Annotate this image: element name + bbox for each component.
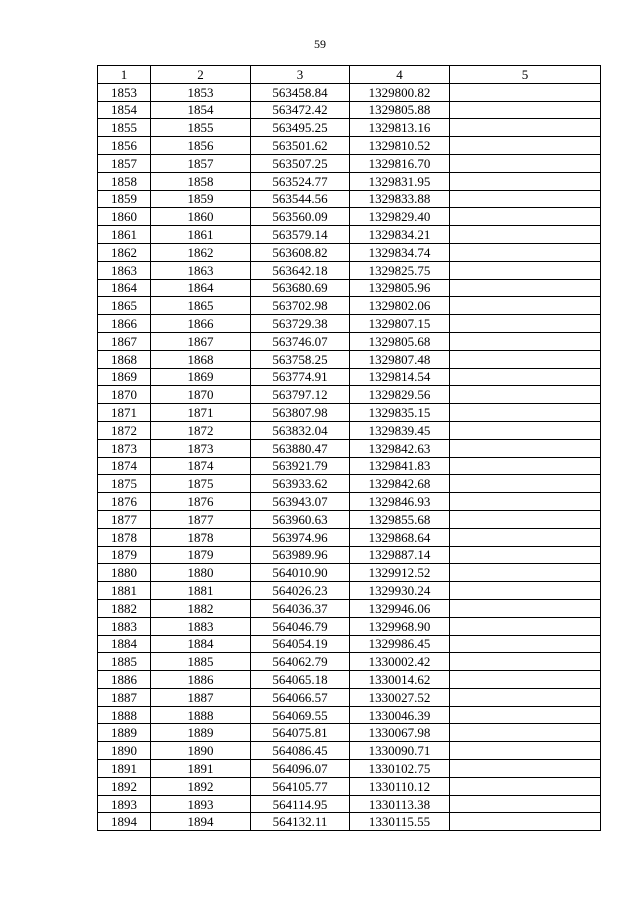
table-cell: 1329834.21	[350, 226, 450, 244]
table-cell: 1329842.63	[350, 439, 450, 457]
table-cell: 1855	[98, 119, 151, 137]
table-cell: 1866	[98, 315, 151, 333]
table-cell: 1330002.42	[350, 653, 450, 671]
table-row	[98, 653, 601, 671]
table-row	[98, 510, 601, 528]
table-cell: 1329841.83	[350, 457, 450, 475]
table-cell: 1329805.88	[350, 101, 450, 119]
table-cell: 1853	[151, 83, 251, 101]
table-cell	[450, 582, 601, 600]
table-row	[98, 688, 601, 706]
table-cell	[450, 350, 601, 368]
table-row	[98, 137, 601, 155]
table-cell	[450, 493, 601, 511]
table-cell: 563933.62	[251, 475, 350, 493]
table-cell: 1329835.15	[350, 404, 450, 422]
table-cell: 1865	[98, 297, 151, 315]
table-cell	[450, 208, 601, 226]
table-cell: 1890	[98, 742, 151, 760]
coordinates-table	[97, 65, 601, 831]
table-cell	[450, 421, 601, 439]
table-row	[98, 671, 601, 689]
table-cell: 1329846.93	[350, 493, 450, 511]
table-cell: 563524.77	[251, 172, 350, 190]
table-cell: 1861	[98, 226, 151, 244]
table-cell: 1893	[151, 795, 251, 813]
table-cell	[450, 706, 601, 724]
table-cell: 1329816.70	[350, 154, 450, 172]
table-row	[98, 493, 601, 511]
table-row	[98, 475, 601, 493]
table-cell: 564054.19	[251, 635, 350, 653]
table-cell	[450, 386, 601, 404]
table-cell: 1330014.62	[350, 671, 450, 689]
table-cell: 1889	[98, 724, 151, 742]
table-cell: 1884	[98, 635, 151, 653]
table-cell	[450, 154, 601, 172]
table-cell: 1869	[151, 368, 251, 386]
column-header: 3	[251, 66, 350, 84]
table-cell: 564066.57	[251, 688, 350, 706]
table-cell: 1878	[98, 528, 151, 546]
table-cell: 1863	[151, 261, 251, 279]
table-cell	[450, 742, 601, 760]
table-cell	[450, 332, 601, 350]
table-cell: 1330027.52	[350, 688, 450, 706]
table-row	[98, 724, 601, 742]
table-cell	[450, 261, 601, 279]
table-cell: 1854	[98, 101, 151, 119]
table-cell	[450, 795, 601, 813]
table-row	[98, 404, 601, 422]
table-cell: 1891	[98, 760, 151, 778]
table-cell: 1866	[151, 315, 251, 333]
table-cell	[450, 617, 601, 635]
table-cell: 1883	[151, 617, 251, 635]
table-cell: 1870	[151, 386, 251, 404]
table-cell	[450, 688, 601, 706]
table-cell: 1887	[98, 688, 151, 706]
table-cell: 563807.98	[251, 404, 350, 422]
table-cell	[450, 653, 601, 671]
table-cell: 1885	[151, 653, 251, 671]
table-cell: 1329968.90	[350, 617, 450, 635]
table-row	[98, 813, 601, 831]
table-cell: 564132.11	[251, 813, 350, 831]
table-cell: 1868	[98, 350, 151, 368]
table-cell: 563989.96	[251, 546, 350, 564]
table-cell	[450, 546, 601, 564]
table-row	[98, 617, 601, 635]
table-row	[98, 742, 601, 760]
table-row	[98, 154, 601, 172]
table-cell: 563774.91	[251, 368, 350, 386]
table-cell: 1330102.75	[350, 760, 450, 778]
table-cell	[450, 564, 601, 582]
table-cell: 1329839.45	[350, 421, 450, 439]
table-cell: 1875	[98, 475, 151, 493]
table-cell: 1880	[98, 564, 151, 582]
table-cell: 1860	[98, 208, 151, 226]
table-cell: 563472.42	[251, 101, 350, 119]
table-cell: 563960.63	[251, 510, 350, 528]
table-cell: 1329842.68	[350, 475, 450, 493]
table-row	[98, 706, 601, 724]
table-cell: 1881	[98, 582, 151, 600]
table-cell: 1329805.68	[350, 332, 450, 350]
table-cell: 563501.62	[251, 137, 350, 155]
table-cell: 563729.38	[251, 315, 350, 333]
table-row	[98, 315, 601, 333]
table-cell: 1888	[98, 706, 151, 724]
table-cell: 1859	[98, 190, 151, 208]
table-cell	[450, 635, 601, 653]
table-cell: 1877	[151, 510, 251, 528]
column-header: 4	[350, 66, 450, 84]
table-cell: 563746.07	[251, 332, 350, 350]
table-cell: 564114.95	[251, 795, 350, 813]
table-row	[98, 350, 601, 368]
table-cell: 1872	[151, 421, 251, 439]
table-row	[98, 297, 601, 315]
table-row	[98, 439, 601, 457]
table-row	[98, 599, 601, 617]
table-cell: 1882	[151, 599, 251, 617]
table-row	[98, 795, 601, 813]
table-cell: 564036.37	[251, 599, 350, 617]
table-cell: 1865	[151, 297, 251, 315]
table-cell	[450, 404, 601, 422]
table-cell	[450, 137, 601, 155]
table-cell: 1329833.88	[350, 190, 450, 208]
table-cell: 564065.18	[251, 671, 350, 689]
table-cell: 1871	[98, 404, 151, 422]
table-row	[98, 368, 601, 386]
table-row	[98, 208, 601, 226]
table-cell	[450, 777, 601, 795]
table-cell: 1329807.48	[350, 350, 450, 368]
table-cell: 1867	[151, 332, 251, 350]
table-row	[98, 564, 601, 582]
table-cell: 1329887.14	[350, 546, 450, 564]
table-row	[98, 635, 601, 653]
table-cell	[450, 528, 601, 546]
table-cell: 564010.90	[251, 564, 350, 582]
table-cell	[450, 190, 601, 208]
table-cell	[450, 671, 601, 689]
table-cell: 1886	[151, 671, 251, 689]
table-cell: 563642.18	[251, 261, 350, 279]
table-cell: 563495.25	[251, 119, 350, 137]
table-cell: 1330067.98	[350, 724, 450, 742]
table-cell: 1863	[98, 261, 151, 279]
table-cell	[450, 172, 601, 190]
table-cell: 564062.79	[251, 653, 350, 671]
table-cell: 1857	[151, 154, 251, 172]
table-row	[98, 279, 601, 297]
table-cell: 1860	[151, 208, 251, 226]
table-row	[98, 261, 601, 279]
table-row	[98, 226, 601, 244]
table-row	[98, 332, 601, 350]
table-cell: 1858	[98, 172, 151, 190]
table-row	[98, 760, 601, 778]
table-cell: 1887	[151, 688, 251, 706]
table-cell: 1855	[151, 119, 251, 137]
table-cell: 1885	[98, 653, 151, 671]
table-cell	[450, 510, 601, 528]
table-cell: 1894	[151, 813, 251, 831]
table-row	[98, 421, 601, 439]
table-cell: 564105.77	[251, 777, 350, 795]
table-cell: 1867	[98, 332, 151, 350]
table-cell: 1329834.74	[350, 243, 450, 261]
table-cell	[450, 83, 601, 101]
table-cell: 1889	[151, 724, 251, 742]
table-cell: 1872	[98, 421, 151, 439]
table-cell: 1876	[151, 493, 251, 511]
table-cell: 1859	[151, 190, 251, 208]
table-cell: 1329946.06	[350, 599, 450, 617]
table-cell: 1329805.96	[350, 279, 450, 297]
table-cell	[450, 279, 601, 297]
table-cell: 563974.96	[251, 528, 350, 546]
table-cell: 1861	[151, 226, 251, 244]
table-cell: 1864	[98, 279, 151, 297]
table-cell: 1329813.16	[350, 119, 450, 137]
table-cell: 1330113.38	[350, 795, 450, 813]
table-cell: 1869	[98, 368, 151, 386]
table-cell	[450, 599, 601, 617]
table-cell	[450, 813, 601, 831]
table-cell	[450, 760, 601, 778]
table-cell: 1892	[98, 777, 151, 795]
table-cell: 1329800.82	[350, 83, 450, 101]
table-cell: 1329986.45	[350, 635, 450, 653]
table-cell: 1879	[98, 546, 151, 564]
table-cell: 1862	[98, 243, 151, 261]
table-cell: 1853	[98, 83, 151, 101]
table-cell: 1330090.71	[350, 742, 450, 760]
table-cell	[450, 297, 601, 315]
column-header: 2	[151, 66, 251, 84]
table-cell: 1329829.56	[350, 386, 450, 404]
table-cell: 563797.12	[251, 386, 350, 404]
table-cell: 1873	[151, 439, 251, 457]
table-cell	[450, 119, 601, 137]
table-cell: 563560.09	[251, 208, 350, 226]
table-cell: 1857	[98, 154, 151, 172]
table-cell: 1329868.64	[350, 528, 450, 546]
table-cell: 1329829.40	[350, 208, 450, 226]
table-cell: 1876	[98, 493, 151, 511]
table-cell: 1873	[98, 439, 151, 457]
table-cell: 563544.56	[251, 190, 350, 208]
column-header: 1	[98, 66, 151, 84]
table-cell: 563758.25	[251, 350, 350, 368]
table-row	[98, 243, 601, 261]
table-cell: 1879	[151, 546, 251, 564]
table-cell: 564046.79	[251, 617, 350, 635]
table-cell	[450, 226, 601, 244]
table-cell	[450, 101, 601, 119]
table-cell	[450, 315, 601, 333]
table-cell	[450, 368, 601, 386]
table-cell: 564086.45	[251, 742, 350, 760]
column-header: 5	[450, 66, 601, 84]
table-row	[98, 83, 601, 101]
table-row	[98, 386, 601, 404]
table-cell: 1874	[151, 457, 251, 475]
table-cell: 563507.25	[251, 154, 350, 172]
table-cell	[450, 475, 601, 493]
table-body	[98, 83, 601, 830]
table-cell: 1886	[98, 671, 151, 689]
table-cell: 1330115.55	[350, 813, 450, 831]
table-cell: 1878	[151, 528, 251, 546]
table-cell: 563943.07	[251, 493, 350, 511]
table-cell: 1329807.15	[350, 315, 450, 333]
table-cell: 1862	[151, 243, 251, 261]
table-cell: 1854	[151, 101, 251, 119]
table-row	[98, 582, 601, 600]
table-cell	[450, 457, 601, 475]
table-cell: 1892	[151, 777, 251, 795]
table-row	[98, 528, 601, 546]
table-cell: 1329930.24	[350, 582, 450, 600]
table-cell: 1875	[151, 475, 251, 493]
table-cell: 563921.79	[251, 457, 350, 475]
table-cell: 1877	[98, 510, 151, 528]
table-cell: 1856	[151, 137, 251, 155]
table-cell: 1882	[98, 599, 151, 617]
table-cell: 1329814.54	[350, 368, 450, 386]
table-cell: 1870	[98, 386, 151, 404]
table-cell: 563832.04	[251, 421, 350, 439]
table-cell: 1881	[151, 582, 251, 600]
table-cell: 563702.98	[251, 297, 350, 315]
table-cell: 1894	[98, 813, 151, 831]
table-cell: 1858	[151, 172, 251, 190]
table-cell: 564096.07	[251, 760, 350, 778]
table-cell: 564075.81	[251, 724, 350, 742]
table-cell: 1883	[98, 617, 151, 635]
table-cell: 1868	[151, 350, 251, 368]
table-cell: 1329810.52	[350, 137, 450, 155]
table-cell	[450, 439, 601, 457]
table-row	[98, 777, 601, 795]
table-cell: 1893	[98, 795, 151, 813]
table-row	[98, 172, 601, 190]
page-number: 59	[314, 37, 326, 51]
table-cell: 1884	[151, 635, 251, 653]
table-cell: 1891	[151, 760, 251, 778]
table-cell: 1330110.12	[350, 777, 450, 795]
table-cell: 1330046.39	[350, 706, 450, 724]
table-cell: 1888	[151, 706, 251, 724]
table-row	[98, 101, 601, 119]
table-cell: 1329912.52	[350, 564, 450, 582]
table-cell	[450, 243, 601, 261]
table-cell: 1890	[151, 742, 251, 760]
table-cell: 1864	[151, 279, 251, 297]
table-row	[98, 119, 601, 137]
table-row	[98, 457, 601, 475]
table-cell: 563458.84	[251, 83, 350, 101]
table-cell: 564026.23	[251, 582, 350, 600]
table-cell: 1329831.95	[350, 172, 450, 190]
table-cell	[450, 724, 601, 742]
table-cell: 563579.14	[251, 226, 350, 244]
table-cell: 1880	[151, 564, 251, 582]
table-cell: 1856	[98, 137, 151, 155]
table-cell: 1329802.06	[350, 297, 450, 315]
table-cell: 1329855.68	[350, 510, 450, 528]
table-cell: 1329825.75	[350, 261, 450, 279]
table-cell: 563608.82	[251, 243, 350, 261]
table-cell: 564069.55	[251, 706, 350, 724]
table-row	[98, 546, 601, 564]
table-row	[98, 190, 601, 208]
table-cell: 563880.47	[251, 439, 350, 457]
table-header-row	[98, 66, 601, 84]
table-cell: 563680.69	[251, 279, 350, 297]
table-cell: 1874	[98, 457, 151, 475]
table-cell: 1871	[151, 404, 251, 422]
